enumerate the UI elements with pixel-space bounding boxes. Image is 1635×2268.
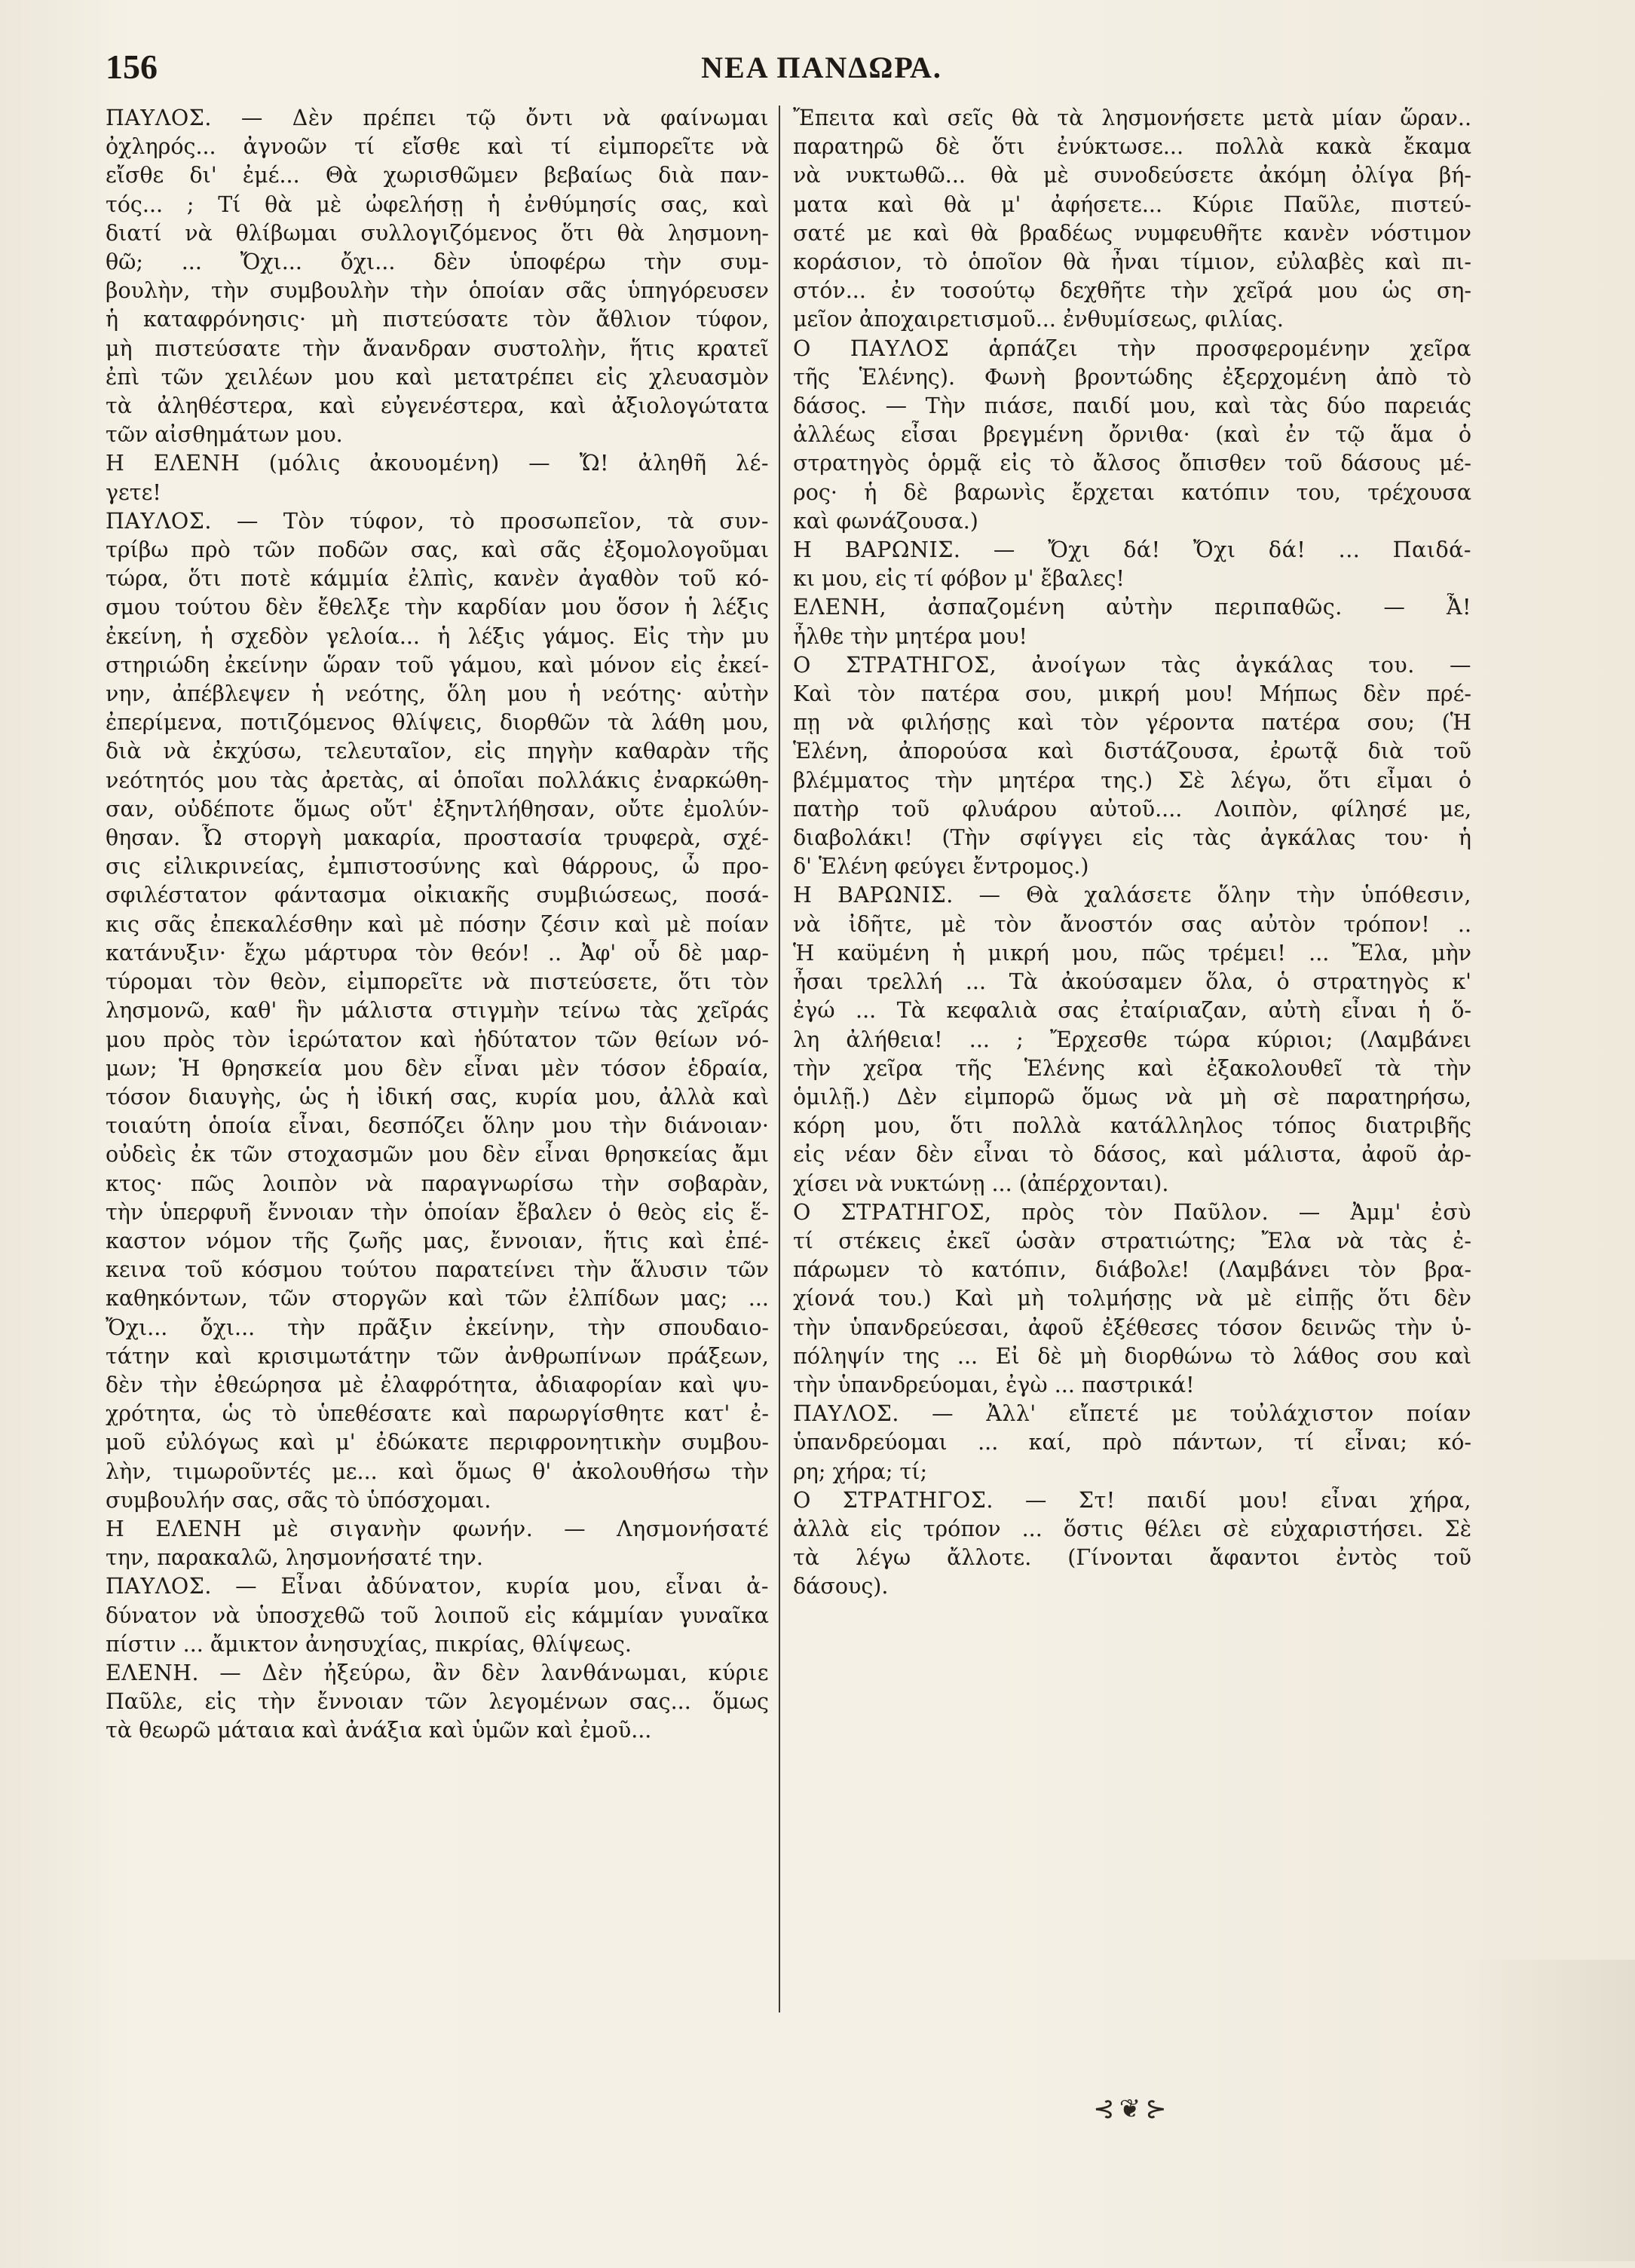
text-line: διατί νὰ θλίβωμαι συλλογιζόμενος ὅτι θὰ λησμονη- bbox=[106, 220, 769, 246]
text-line: βλέμματος τὴν μητέρα της.) Σὲ λέγω, ὅτι εἶμαι ὁ bbox=[793, 767, 1471, 793]
text-line: στόν... ἐν τοσούτῳ δεχθῆτε τὴν χεῖρά μου ὡς ση- bbox=[793, 278, 1471, 304]
text-line: ματα καὶ θὰ μ' ἀφήσετε... Κύριε Παῦλε, πιστεύ- bbox=[793, 191, 1471, 217]
text-line: ἦσαι τρελλή ... Τὰ ἀκούσαμεν ὅλα, ὁ στρατηγὸς κ' bbox=[793, 969, 1471, 995]
text-line: χίσει νὰ νυκτώνῃ ... (ἀπέρχονται). bbox=[793, 1171, 1169, 1196]
text-line: κις σᾶς ἐπεκαλέσθην καὶ μὲ πόσην ζέσιν καὶ μὲ ποίαν bbox=[106, 911, 769, 937]
text-line: καθηκόντων, τῶν στοργῶν καὶ τῶν ἐλπίδων μας; ... bbox=[106, 1286, 769, 1312]
text-line: τός... ; Τί θὰ μὲ ὠφελήσῃ ἡ ἐνθύμησίς σας, καὶ bbox=[106, 191, 769, 217]
text-line: τί στέκεις ἐκεῖ ὡσὰν στρατιώτης; Ἔλα νὰ τὰς ἐ- bbox=[793, 1228, 1471, 1253]
text-line: τὴν ὑπερφυῆ ἔννοιαν τὴν ὁποίαν ἔβαλεν ὁ θεὸς εἰς ἕ- bbox=[106, 1199, 769, 1225]
text-line: τῶν αἰσθημάτων μου. bbox=[106, 422, 343, 448]
text-line: ἀλλέως εἶσαι βρεγμένη ὄρνιθα· (καὶ ἐν τῷ ἅμα ὁ bbox=[793, 422, 1471, 448]
text-line: κοράσιον, τὸ ὁποῖον θὰ ἦναι τίμιον, εὐλαβὲς καὶ πι- bbox=[793, 249, 1471, 275]
text-line: μοῦ εὐλόγως καὶ μ' ἐδώκατε περιφρονητικὴν συμβου- bbox=[106, 1430, 769, 1455]
page-header bbox=[106, 39, 1538, 92]
text-line: τὴν ὑπανδρεύεσαι, ἀφοῦ ἐξέθεσες τόσον δεινῶς τὴν ὑ- bbox=[793, 1315, 1471, 1340]
text-line: Ο ΣΤΡΑΤΗΓΟΣ, πρὸς τὸν Παῦλον. — Ἀμμ' ἐσὺ bbox=[793, 1199, 1471, 1225]
text-line: κατάνυξιν· ἔχω μάρτυρα τὸν θεόν! .. Ἀφ' οὗ δὲ μαρ- bbox=[106, 940, 769, 966]
text-line: ἀλλὰ εἰς τρόπον ... ὅστις θέλει σὲ εὐχαριστήσει. Σὲ bbox=[793, 1516, 1471, 1541]
left-text-column bbox=[106, 104, 769, 1746]
text-line: πίστιν ... ἄμικτον ἀνησυχίας, πικρίας, θλίψεως. bbox=[106, 1631, 632, 1657]
text-line: στηριώδη ἐκείνην ὥραν τοῦ γάμου, καὶ μόνον εἰς ἐκεί- bbox=[106, 652, 769, 678]
text-line: ἐγώ ... Τὰ κεφαλιὰ σας ἐταίριαζαν, αὐτὴ εἶναι ἡ ὅ- bbox=[793, 998, 1471, 1024]
text-line: νεότητός μου τὰς ἀρετὰς, αἱ ὁποῖαι πολλάκις ἐναρκώθη- bbox=[106, 767, 769, 793]
text-line: λη ἀλήθεια! ... ; Ἔρχεσθε τώρα κύριοι; (Λαμβάνει bbox=[793, 1027, 1471, 1052]
text-line: λὴν, τιμωροῦντές με... καὶ ὅμως θ' ἀκολουθήσω τὴν bbox=[106, 1458, 769, 1484]
text-line: δάσους). bbox=[793, 1574, 889, 1599]
text-line: ΠΑΥΛΟΣ. — Εἶναι ἀδύνατον, κυρία μου, εἶναι ἀ- bbox=[106, 1574, 769, 1599]
text-line: δάσος. — Τὴν πιάσε, παιδί μου, καὶ τὰς δύο παρειάς bbox=[793, 393, 1471, 419]
text-line: μὴ πιστεύσατε τὴν ἄνανδραν συστολὴν, ἥτις κρατεῖ bbox=[106, 335, 769, 361]
text-line: δὲν τὴν ἐθεώρησα μὲ ἐλαφρότητα, ἀδιαφορίαν καὶ ψυ- bbox=[106, 1372, 769, 1397]
text-line: ὑπανδρεύομαι ... καί, πρὸ πάντων, τί εἶναι; κό- bbox=[793, 1430, 1471, 1455]
text-line: τάτην καὶ κρισιμωτάτην τῶν ἀνθρωπίνων πράξεων, bbox=[106, 1343, 769, 1369]
text-line: καστον νόμον τῆς ζωῆς μας, ἔννοιαν, ἥτις καὶ ἐπέ- bbox=[106, 1228, 769, 1253]
text-line: ἦλθε τὴν μητέρα μου! bbox=[793, 623, 1027, 649]
text-line: οὐδεὶς ἐκ τῶν στοχασμῶν μου δὲν εἶναι θρησκείας ἄμι bbox=[106, 1142, 769, 1168]
text-line: πόληψίν της ... Εἰ δὲ μὴ διορθώνω τὸ λάθος σου καὶ bbox=[793, 1343, 1471, 1369]
text-line: μου πρὸς τὸν ἱερώτατον καὶ ἡδύτατον τῶν θείων νό- bbox=[106, 1027, 769, 1052]
text-line: σφιλέστατον φάντασμα οἰκιακῆς συμβιώσεως, ποσά- bbox=[106, 883, 769, 908]
text-line: πῃ νὰ φιλήσῃς καὶ τὸν γέροντα πατέρα σου; (Ἡ bbox=[793, 710, 1471, 736]
text-line: τόσον διαυγὴς, ὡς ἡ ἰδική σας, κυρία μου, ἀλλὰ καὶ bbox=[106, 1084, 769, 1110]
page-edge-shadow bbox=[1462, 1960, 1635, 2261]
text-line: ὁμιλῇ.) Δὲν εἰμπορῶ ὅμως νὰ μὴ σὲ παρατηρήσω, bbox=[793, 1084, 1471, 1110]
text-line: ρος· ἡ δὲ βαρωνὶς ἔρχεται κατόπιν του, τρέχουσα bbox=[793, 479, 1471, 505]
text-line: ἐπὶ τῶν χειλέων μου καὶ μετατρέπει εἰς χλευασμὸν bbox=[106, 364, 769, 390]
text-line: ΠΑΥΛΟΣ. — Ἀλλ' εἴπετέ με τοὐλάχιστον ποίαν bbox=[793, 1401, 1471, 1427]
text-line: τὰ θεωρῶ μάταια καὶ ἀνάξια καὶ ὑμῶν καὶ ἐμοῦ... bbox=[106, 1718, 652, 1743]
text-line: ἡ καταφρόνησις· μὴ πιστεύσατε τὸν ἄθλιον τύφον, bbox=[106, 307, 769, 332]
text-line: Ἡ καϋμένη ἡ μικρή μου, πῶς τρέμει! ... Ἔλα, μὴν bbox=[793, 940, 1471, 966]
text-line: ΕΛΕΝΗ. — Δὲν ἠξεύρω, ἂν δὲν λανθάνωμαι, κύριε bbox=[106, 1660, 769, 1685]
text-line: βουλὴν, τὴν συμβουλὴν τὴν ὁποίαν σᾶς ὑπηγόρευσεν bbox=[106, 278, 769, 304]
text-line: τὰ ἀληθέστερα, καὶ εὐγενέστερα, καὶ ἀξιολογώτατα bbox=[106, 393, 769, 419]
text-line: τὴν χεῖρα τῆς Ἑλένης καὶ ἐξακολουθεῖ τὰ τὴν bbox=[793, 1055, 1471, 1081]
text-line: ΠΑΥΛΟΣ. — Τὸν τύφον, τὸ προσωπεῖον, τὰ συν- bbox=[106, 508, 769, 534]
text-line: τοιαύτη ὁποία εἶναι, δεσπόζει ὅλην μου τὴν διάνοιαν· bbox=[106, 1113, 769, 1139]
text-line: σμου τούτου δὲν ἔθελξε τὴν καρδίαν μου ὅσον ἡ λέξις bbox=[106, 595, 769, 620]
text-line: Η ΒΑΡΩΝΙΣ. — Θὰ χαλάσετε ὅλην τὴν ὑπόθεσιν, bbox=[793, 883, 1471, 908]
text-line: σαν, οὐδέποτε ὅμως οὔτ' ἐξηντλήθησαν, οὔτε ἐμολύν- bbox=[106, 796, 769, 822]
text-line: σατέ με καὶ θὰ βραδέως νυμφευθῆτε κανὲν νόστιμον bbox=[793, 220, 1471, 246]
text-line: Παῦλε, εἰς τὴν ἔννοιαν τῶν λεγομένων σας... ὅμως bbox=[106, 1689, 769, 1715]
text-line: καὶ φωνάζουσα.) bbox=[793, 508, 978, 534]
text-line: Η ΒΑΡΩΝΙΣ. — Ὄχι δά! Ὄχι δά! ... Παιδά- bbox=[793, 537, 1471, 563]
text-line: τρίβω πρὸ τῶν ποδῶν σας, καὶ σᾶς ἐξομολογοῦμαι bbox=[106, 537, 769, 563]
text-line: κι μου, εἰς τί φόβον μ' ἔβαλες! bbox=[793, 566, 1125, 592]
text-line: μεῖον ἀποχαιρετισμοῦ... ἐνθυμίσεως, φιλίας. bbox=[793, 307, 1284, 332]
text-line: ἐκείνη, ἡ σχεδὸν γελοία... ἡ λέξις γάμος. Εἰς τὴν μυ bbox=[106, 623, 769, 649]
text-line: μων; Ἡ θρησκεία μου δὲν εἶναι μὲν τόσον ἑδραία, bbox=[106, 1055, 769, 1081]
text-line: ΕΛΕΝΗ, ἀσπαζομένη αὐτὴν περιπαθῶς. — Ἆ! bbox=[793, 595, 1471, 620]
right-text-column bbox=[793, 104, 1471, 1602]
text-line: Ἑλένη, ἀπορούσα καὶ διστάζουσα, ἐρωτᾷ διὰ τοῦ bbox=[793, 739, 1471, 764]
text-line: Η ΕΛΕΝΗ μὲ σιγανὴν φωνήν. — Λησμονήσατέ bbox=[106, 1516, 769, 1541]
end-ornament: ⊰❦⊱ bbox=[1093, 2094, 1171, 2124]
text-line: στρατηγὸς ὁρμᾷ εἰς τὸ ἄλσος ὄπισθεν τοῦ δάσους μέ- bbox=[793, 451, 1471, 476]
column-divider bbox=[779, 106, 780, 2012]
page-number: 156 bbox=[106, 47, 158, 86]
text-line: παρατηρῶ δὲ ὅτι ἐνύκτωσε... πολλὰ κακὰ ἔκαμα bbox=[793, 134, 1471, 160]
text-line: χρότητα, ὡς τὸ ὑπεθέσατε καὶ παρωργίσθητε κατ' ἐ- bbox=[106, 1401, 769, 1427]
text-line: Ἔπειτα καὶ σεῖς θὰ τὰ λησμονήσετε μετὰ μίαν ὥραν.. bbox=[793, 106, 1471, 130]
text-line: Η ΕΛΕΝΗ (μόλις ἀκουομένη) — Ὤ! ἀληθῆ λέ- bbox=[106, 451, 769, 476]
text-line: κτος· πῶς λοιπὸν νὰ παραγνωρίσω τὴν σοβαρὰν, bbox=[106, 1171, 769, 1196]
text-line: Ο ΠΑΥΛΟΣ ἁρπάζει τὴν προσφερομένην χεῖρα bbox=[793, 335, 1471, 361]
text-line: Καὶ τὸν πατέρα σου, μικρή μου! Μήπως δὲν πρέ- bbox=[793, 681, 1471, 707]
text-line: διαβολάκι! (Τὴν σφίγγει εἰς τὰς ἀγκάλας του· ἡ bbox=[793, 825, 1471, 851]
text-line: πάρωμεν τὸ κατόπιν, διάβολε! (Λαμβάνει τὸν βρα- bbox=[793, 1257, 1471, 1283]
text-line: τὴν ὑπανδρεύομαι, ἐγὼ ... παστρικά! bbox=[793, 1372, 1195, 1397]
text-line: Ὄχι... ὄχι... τὴν πρᾶξιν ἐκείνην, τὴν σπουδαιο- bbox=[106, 1315, 769, 1340]
text-line: κεινα τοῦ κόσμου τούτου παρατείνει τὴν ἅλυσιν τῶν bbox=[106, 1257, 769, 1283]
text-line: λησμονῶ, καθ' ἣν μάλιστα στιγμὴν τείνω τὰς χεῖράς bbox=[106, 998, 769, 1024]
text-line: θησαν. Ὦ στοργὴ μακαρία, προστασία τρυφερὰ, σχέ- bbox=[106, 825, 769, 851]
text-line: ρη; χήρα; τί; bbox=[793, 1458, 928, 1484]
text-line: Ο ΣΤΡΑΤΗΓΟΣ. — Στ! παιδί μου! εἶναι χήρα, bbox=[793, 1487, 1471, 1513]
text-line: τώρα, ὅτι ποτὲ κάμμία ἐλπὶς, κανὲν ἀγαθὸν τοῦ κό- bbox=[106, 566, 769, 592]
text-line: τῆς Ἑλένης). Φωνὴ βροντώδης ἐξερχομένη ἀπὸ τὸ bbox=[793, 364, 1471, 390]
text-line: δ' Ἑλένη φεύγει ἔντρομος.) bbox=[793, 854, 1089, 880]
text-line: θῶ; ... Ὄχι... ὄχι... δὲν ὑποφέρω τὴν συμ- bbox=[106, 249, 769, 275]
running-title: ΝΕΑ ΠΑΝΔΩΡΑ. bbox=[701, 51, 942, 84]
text-line: συμβουλήν σας, σᾶς τὸ ὑπόσχομαι. bbox=[106, 1487, 491, 1513]
text-line: τύρομαι τὸν θεὸν, εἰμπορεῖτε νὰ πιστεύσετε, ὅτι τὸν bbox=[106, 969, 769, 995]
text-line: διὰ νὰ ἐκχύσω, τελευταῖον, εἰς πηγὴν καθαρὰν τῆς bbox=[106, 739, 769, 764]
text-line: σις εἰλικρινείας, ἐμπιστοσύνης καὶ θάρρους, ὦ προ- bbox=[106, 854, 769, 880]
text-line: κόρη μου, ὅτι πολλὰ κατάλληλος τόπος διατριβῆς bbox=[793, 1113, 1471, 1139]
text-line: εἰς νέαν δὲν εἶναι τὸ δάσος, καὶ μάλιστα, ἀφοῦ ἀρ- bbox=[793, 1142, 1471, 1168]
text-line: γετε! bbox=[106, 479, 161, 505]
text-line: χίονά του.) Καὶ μὴ τολμήσῃς νὰ μὲ εἰπῇς ὅτι δὲν bbox=[793, 1286, 1471, 1312]
text-line: δύνατον νὰ ὑποσχεθῶ τοῦ λοιποῦ εἰς κάμμίαν γυναῖκα bbox=[106, 1602, 769, 1628]
text-line: εἴσθε δι' ἐμέ... Θὰ χωρισθῶμεν βεβαίως διὰ παν- bbox=[106, 163, 769, 188]
text-line: ἐπερίμενα, ποτιζόμενος θλίψεις, διορθῶν τὰ λάθη μου, bbox=[106, 710, 769, 736]
text-line: την, παρακαλῶ, λησμονήσατέ την. bbox=[106, 1545, 483, 1571]
text-line: νην, ἀπέβλεψεν ἡ νεότης, ὅλη μου ἡ νεότης· αὐτὴν bbox=[106, 681, 769, 707]
text-line: Ο ΣΤΡΑΤΗΓΟΣ, ἀνοίγων τὰς ἀγκάλας του. — bbox=[793, 652, 1471, 678]
text-line: τὰ λέγω ἄλλοτε. (Γίνονται ἄφαντοι ἐντὸς τοῦ bbox=[793, 1545, 1471, 1571]
text-line: νὰ νυκτωθῶ... θὰ μὲ συνοδεύσετε ἀκόμη ὀλίγα βή- bbox=[793, 163, 1471, 188]
text-line: ΠΑΥΛΟΣ. — Δὲν πρέπει τῷ ὄντι νὰ φαίνωμαι bbox=[106, 106, 769, 130]
text-line: νὰ ἰδῆτε, μὲ τὸν ἄνοστόν σας αὐτὸν τρόπον! .. bbox=[793, 911, 1471, 937]
text-line: πατὴρ τοῦ φλυάρου αὐτοῦ.... Λοιπὸν, φίλησέ με, bbox=[793, 796, 1471, 822]
text-line: ὀχληρός... ἀγνοῶν τί εἴσθε καὶ τί εἰμπορεῖτε νὰ bbox=[106, 134, 769, 160]
